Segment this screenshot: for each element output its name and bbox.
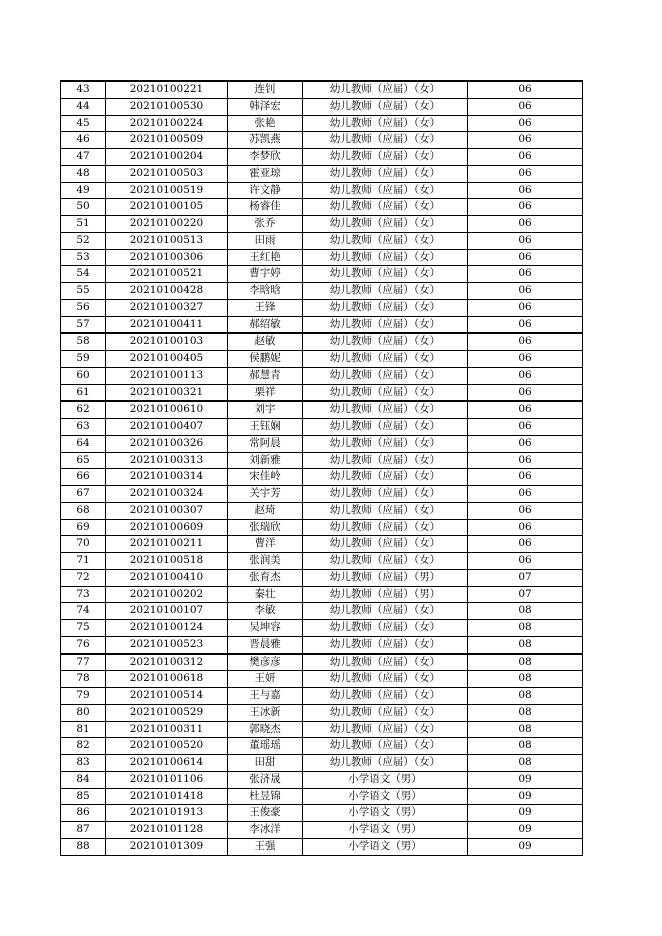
- exam-number-cell: 20210100314: [106, 469, 228, 486]
- position-cell: 幼儿教师（应届）（女）: [303, 266, 468, 283]
- exam-number-cell: 20210100609: [106, 519, 228, 536]
- row-number-cell: 49: [61, 182, 106, 199]
- name-cell: 曹宇婷: [228, 266, 303, 283]
- row-number-cell: 80: [61, 704, 106, 721]
- exam-number-cell: 20210100614: [106, 755, 228, 772]
- position-cell: 幼儿教师（应届）（女）: [303, 249, 468, 266]
- exam-number-cell: 20210100618: [106, 671, 228, 688]
- exam-number-cell: 20210100204: [106, 149, 228, 166]
- row-number-cell: 65: [61, 452, 106, 469]
- row-number-cell: 47: [61, 149, 106, 166]
- row-number-cell: 71: [61, 553, 106, 570]
- row-number-cell: 57: [61, 316, 106, 333]
- position-cell: 小学语文（男）: [303, 822, 468, 839]
- row-number-cell: 88: [61, 838, 106, 855]
- name-cell: 苏凯燕: [228, 132, 303, 149]
- name-cell: 常阿晨: [228, 435, 303, 452]
- row-number-cell: 61: [61, 384, 106, 401]
- position-cell: 幼儿教师（应届）（女）: [303, 115, 468, 132]
- exam-number-cell: 20210100311: [106, 721, 228, 738]
- position-cell: 小学语文（男）: [303, 788, 468, 805]
- table-row: [61, 333, 583, 350]
- position-code-cell: 08: [468, 636, 583, 653]
- table-row: [61, 788, 583, 805]
- position-code-cell: 08: [468, 755, 583, 772]
- table-row: [61, 486, 583, 503]
- table-row: [61, 822, 583, 839]
- position-code-cell: 06: [468, 115, 583, 132]
- row-number-cell: 73: [61, 586, 106, 603]
- table-row: [61, 316, 583, 333]
- name-cell: 曹洋: [228, 536, 303, 553]
- table-row: [61, 704, 583, 721]
- exam-number-cell: 20210100519: [106, 182, 228, 199]
- position-cell: 幼儿教师（应届）（女）: [303, 688, 468, 705]
- position-cell: 幼儿教师（应届）（女）: [303, 738, 468, 755]
- table-row: [61, 283, 583, 300]
- exam-number-cell: 20210100211: [106, 536, 228, 553]
- position-code-cell: 09: [468, 838, 583, 855]
- exam-number-cell: 20210100520: [106, 738, 228, 755]
- exam-number-cell: 20210100220: [106, 216, 228, 233]
- position-code-cell: 06: [468, 553, 583, 570]
- position-cell: 幼儿教师（应届）（男）: [303, 586, 468, 603]
- row-number-cell: 64: [61, 435, 106, 452]
- name-cell: 张济晟: [228, 771, 303, 788]
- name-cell: 王俊豪: [228, 805, 303, 822]
- position-code-cell: 06: [468, 469, 583, 486]
- exam-number-cell: 20210100313: [106, 452, 228, 469]
- name-cell: 秦壮: [228, 586, 303, 603]
- row-number-cell: 85: [61, 788, 106, 805]
- name-cell: 郝绍敏: [228, 316, 303, 333]
- name-cell: 李敏: [228, 603, 303, 620]
- exam-number-cell: 20210100321: [106, 384, 228, 401]
- name-cell: 张育杰: [228, 569, 303, 586]
- row-number-cell: 48: [61, 165, 106, 182]
- position-cell: 幼儿教师（应届）（女）: [303, 553, 468, 570]
- position-code-cell: 06: [468, 199, 583, 216]
- row-number-cell: 81: [61, 721, 106, 738]
- row-number-cell: 66: [61, 469, 106, 486]
- table-row: [61, 469, 583, 486]
- table-row: [61, 721, 583, 738]
- table-row: [61, 149, 583, 166]
- position-code-cell: 06: [468, 486, 583, 503]
- position-code-cell: 09: [468, 788, 583, 805]
- position-code-cell: 06: [468, 81, 583, 98]
- position-cell: 幼儿教师（应届）（女）: [303, 299, 468, 316]
- position-cell: 幼儿教师（应届）（女）: [303, 469, 468, 486]
- table-row: [61, 452, 583, 469]
- row-number-cell: 54: [61, 266, 106, 283]
- name-cell: 张艳: [228, 115, 303, 132]
- row-number-cell: 62: [61, 401, 106, 418]
- table-row: [61, 519, 583, 536]
- exam-number-cell: 20210100523: [106, 636, 228, 653]
- position-cell: 幼儿教师（应届）（女）: [303, 704, 468, 721]
- exam-number-cell: 20210100103: [106, 333, 228, 350]
- position-code-cell: 09: [468, 822, 583, 839]
- table-row: [61, 654, 583, 671]
- position-code-cell: 06: [468, 149, 583, 166]
- exam-number-cell: 20210100428: [106, 283, 228, 300]
- position-cell: 幼儿教师（应届）（女）: [303, 182, 468, 199]
- exam-number-cell: 20210100411: [106, 316, 228, 333]
- position-code-cell: 06: [468, 435, 583, 452]
- position-cell: 幼儿教师（应届）（女）: [303, 384, 468, 401]
- name-cell: 李梦欣: [228, 149, 303, 166]
- name-cell: 许文静: [228, 182, 303, 199]
- exam-number-cell: 20210100405: [106, 351, 228, 368]
- position-cell: 幼儿教师（应届）（女）: [303, 132, 468, 149]
- name-cell: 郭晓杰: [228, 721, 303, 738]
- position-cell: 小学语文（男）: [303, 805, 468, 822]
- position-cell: 幼儿教师（应届）（女）: [303, 721, 468, 738]
- table-row: [61, 586, 583, 603]
- row-number-cell: 82: [61, 738, 106, 755]
- position-code-cell: 06: [468, 452, 583, 469]
- table-row: [61, 771, 583, 788]
- position-cell: 幼儿教师（应届）（女）: [303, 81, 468, 98]
- exam-number-cell: 20210101309: [106, 838, 228, 855]
- row-number-cell: 77: [61, 654, 106, 671]
- row-number-cell: 46: [61, 132, 106, 149]
- name-cell: 王锋: [228, 299, 303, 316]
- exam-number-cell: 20210100326: [106, 435, 228, 452]
- name-cell: 王冰新: [228, 704, 303, 721]
- name-cell: 张瑞欣: [228, 519, 303, 536]
- position-code-cell: 06: [468, 536, 583, 553]
- position-cell: 幼儿教师（应届）（女）: [303, 199, 468, 216]
- candidate-table: [60, 80, 583, 856]
- exam-number-cell: 20210101106: [106, 771, 228, 788]
- name-cell: 王红艳: [228, 249, 303, 266]
- name-cell: 连钊: [228, 81, 303, 98]
- position-code-cell: 06: [468, 351, 583, 368]
- position-cell: 幼儿教师（应届）（女）: [303, 502, 468, 519]
- table-row: [61, 115, 583, 132]
- position-code-cell: 06: [468, 283, 583, 300]
- name-cell: 赵琦: [228, 502, 303, 519]
- row-number-cell: 60: [61, 367, 106, 384]
- position-cell: 幼儿教师（应届）（女）: [303, 98, 468, 115]
- table-row: [61, 569, 583, 586]
- position-code-cell: 08: [468, 721, 583, 738]
- position-cell: 幼儿教师（应届）（女）: [303, 755, 468, 772]
- table-row: [61, 266, 583, 283]
- row-number-cell: 55: [61, 283, 106, 300]
- name-cell: 王强: [228, 838, 303, 855]
- name-cell: 韩泽宏: [228, 98, 303, 115]
- position-cell: 幼儿教师（应届）（女）: [303, 620, 468, 637]
- row-number-cell: 86: [61, 805, 106, 822]
- position-code-cell: 08: [468, 671, 583, 688]
- exam-number-cell: 20210100306: [106, 249, 228, 266]
- exam-number-cell: 20210100530: [106, 98, 228, 115]
- name-cell: 霍亚琼: [228, 165, 303, 182]
- exam-number-cell: 20210100105: [106, 199, 228, 216]
- name-cell: 侯鹏妮: [228, 351, 303, 368]
- table-row: [61, 553, 583, 570]
- name-cell: 李晗晗: [228, 283, 303, 300]
- table-row: [61, 132, 583, 149]
- position-code-cell: 06: [468, 182, 583, 199]
- position-cell: 幼儿教师（应届）（女）: [303, 536, 468, 553]
- position-cell: 小学语文（男）: [303, 771, 468, 788]
- exam-number-cell: 20210100529: [106, 704, 228, 721]
- position-code-cell: 06: [468, 502, 583, 519]
- name-cell: 宋佳岭: [228, 469, 303, 486]
- position-code-cell: 08: [468, 704, 583, 721]
- row-number-cell: 69: [61, 519, 106, 536]
- table-row: [61, 636, 583, 653]
- row-number-cell: 74: [61, 603, 106, 620]
- position-code-cell: 06: [468, 249, 583, 266]
- exam-number-cell: 20210100312: [106, 654, 228, 671]
- row-number-cell: 78: [61, 671, 106, 688]
- position-code-cell: 06: [468, 299, 583, 316]
- position-cell: 幼儿教师（应届）（女）: [303, 671, 468, 688]
- position-cell: 幼儿教师（应届）（女）: [303, 401, 468, 418]
- table-row: [61, 502, 583, 519]
- table-row: [61, 98, 583, 115]
- name-cell: 刘新雅: [228, 452, 303, 469]
- name-cell: 张润美: [228, 553, 303, 570]
- exam-number-cell: 20210100518: [106, 553, 228, 570]
- row-number-cell: 44: [61, 98, 106, 115]
- name-cell: 董瑶瑶: [228, 738, 303, 755]
- name-cell: 王钰娴: [228, 419, 303, 436]
- row-number-cell: 76: [61, 636, 106, 653]
- row-number-cell: 51: [61, 216, 106, 233]
- position-cell: 小学语文（男）: [303, 838, 468, 855]
- position-code-cell: 09: [468, 805, 583, 822]
- name-cell: 王妍: [228, 671, 303, 688]
- position-cell: 幼儿教师（应届）（女）: [303, 636, 468, 653]
- row-number-cell: 45: [61, 115, 106, 132]
- position-code-cell: 07: [468, 569, 583, 586]
- position-code-cell: 06: [468, 367, 583, 384]
- exam-number-cell: 20210100610: [106, 401, 228, 418]
- table-row: [61, 216, 583, 233]
- exam-number-cell: 20210100509: [106, 132, 228, 149]
- position-cell: 幼儿教师（应届）（女）: [303, 232, 468, 249]
- name-cell: 杜昱锦: [228, 788, 303, 805]
- candidate-table-body: [61, 81, 583, 855]
- table-row: [61, 367, 583, 384]
- position-code-cell: 06: [468, 519, 583, 536]
- position-code-cell: 06: [468, 132, 583, 149]
- row-number-cell: 70: [61, 536, 106, 553]
- table-row: [61, 384, 583, 401]
- row-number-cell: 79: [61, 688, 106, 705]
- name-cell: 郝慧青: [228, 367, 303, 384]
- name-cell: 张乔: [228, 216, 303, 233]
- exam-number-cell: 20210100202: [106, 586, 228, 603]
- table-row: [61, 603, 583, 620]
- row-number-cell: 52: [61, 232, 106, 249]
- table-row: [61, 299, 583, 316]
- position-code-cell: 06: [468, 232, 583, 249]
- exam-number-cell: 20210100327: [106, 299, 228, 316]
- row-number-cell: 68: [61, 502, 106, 519]
- table-row: [61, 738, 583, 755]
- name-cell: 晋晨雅: [228, 636, 303, 653]
- exam-number-cell: 20210100324: [106, 486, 228, 503]
- position-cell: 幼儿教师（应届）（女）: [303, 519, 468, 536]
- exam-number-cell: 20210101128: [106, 822, 228, 839]
- name-cell: 吴坤容: [228, 620, 303, 637]
- exam-number-cell: 20210100407: [106, 419, 228, 436]
- table-row: [61, 401, 583, 418]
- exam-number-cell: 20210100513: [106, 232, 228, 249]
- position-code-cell: 06: [468, 165, 583, 182]
- name-cell: 赵敏: [228, 333, 303, 350]
- exam-number-cell: 20210100224: [106, 115, 228, 132]
- position-code-cell: 09: [468, 771, 583, 788]
- table-row: [61, 81, 583, 98]
- name-cell: 关宇芳: [228, 486, 303, 503]
- name-cell: 樊彦彦: [228, 654, 303, 671]
- table-row: [61, 688, 583, 705]
- row-number-cell: 50: [61, 199, 106, 216]
- row-number-cell: 87: [61, 822, 106, 839]
- position-code-cell: 06: [468, 419, 583, 436]
- position-cell: 幼儿教师（应届）（女）: [303, 452, 468, 469]
- name-cell: 李冰洋: [228, 822, 303, 839]
- table-row: [61, 419, 583, 436]
- exam-number-cell: 20210100521: [106, 266, 228, 283]
- row-number-cell: 56: [61, 299, 106, 316]
- position-code-cell: 06: [468, 216, 583, 233]
- table-row: [61, 620, 583, 637]
- position-code-cell: 07: [468, 586, 583, 603]
- position-code-cell: 08: [468, 620, 583, 637]
- name-cell: 王与嘉: [228, 688, 303, 705]
- position-code-cell: 08: [468, 603, 583, 620]
- table-row: [61, 232, 583, 249]
- exam-number-cell: 20210100113: [106, 367, 228, 384]
- position-code-cell: 06: [468, 316, 583, 333]
- table-row: [61, 351, 583, 368]
- position-cell: 幼儿教师（应届）（女）: [303, 654, 468, 671]
- position-code-cell: 08: [468, 738, 583, 755]
- table-row: [61, 435, 583, 452]
- table-row: [61, 755, 583, 772]
- position-cell: 幼儿教师（应届）（女）: [303, 149, 468, 166]
- row-number-cell: 59: [61, 351, 106, 368]
- table-row: [61, 199, 583, 216]
- exam-number-cell: 20210100503: [106, 165, 228, 182]
- name-cell: 刘宇: [228, 401, 303, 418]
- position-cell: 幼儿教师（应届）（女）: [303, 367, 468, 384]
- row-number-cell: 83: [61, 755, 106, 772]
- exam-number-cell: 20210100307: [106, 502, 228, 519]
- position-code-cell: 08: [468, 654, 583, 671]
- position-cell: 幼儿教师（应届）（男）: [303, 569, 468, 586]
- position-cell: 幼儿教师（应届）（女）: [303, 603, 468, 620]
- position-code-cell: 06: [468, 333, 583, 350]
- row-number-cell: 75: [61, 620, 106, 637]
- exam-number-cell: 20210100221: [106, 81, 228, 98]
- row-number-cell: 43: [61, 81, 106, 98]
- exam-number-cell: 20210100107: [106, 603, 228, 620]
- row-number-cell: 67: [61, 486, 106, 503]
- position-cell: 幼儿教师（应届）（女）: [303, 216, 468, 233]
- position-cell: 幼儿教师（应届）（女）: [303, 419, 468, 436]
- position-cell: 幼儿教师（应届）（女）: [303, 333, 468, 350]
- position-cell: 幼儿教师（应届）（女）: [303, 165, 468, 182]
- exam-number-cell: 20210101418: [106, 788, 228, 805]
- position-code-cell: 08: [468, 688, 583, 705]
- name-cell: 田雨: [228, 232, 303, 249]
- row-number-cell: 58: [61, 333, 106, 350]
- position-cell: 幼儿教师（应届）（女）: [303, 435, 468, 452]
- position-code-cell: 06: [468, 401, 583, 418]
- position-code-cell: 06: [468, 98, 583, 115]
- row-number-cell: 53: [61, 249, 106, 266]
- name-cell: 栗祥: [228, 384, 303, 401]
- position-code-cell: 06: [468, 266, 583, 283]
- exam-number-cell: 20210100514: [106, 688, 228, 705]
- name-cell: 田甜: [228, 755, 303, 772]
- position-cell: 幼儿教师（应届）（女）: [303, 351, 468, 368]
- position-code-cell: 06: [468, 384, 583, 401]
- position-cell: 幼儿教师（应届）（女）: [303, 316, 468, 333]
- name-cell: 杨睿佳: [228, 199, 303, 216]
- exam-number-cell: 20210100124: [106, 620, 228, 637]
- table-row: [61, 838, 583, 855]
- table-row: [61, 249, 583, 266]
- exam-number-cell: 20210100410: [106, 569, 228, 586]
- table-row: [61, 182, 583, 199]
- row-number-cell: 84: [61, 771, 106, 788]
- row-number-cell: 72: [61, 569, 106, 586]
- table-row: [61, 536, 583, 553]
- table-row: [61, 165, 583, 182]
- table-row: [61, 671, 583, 688]
- exam-number-cell: 20210101913: [106, 805, 228, 822]
- table-row: [61, 805, 583, 822]
- position-cell: 幼儿教师（应届）（女）: [303, 486, 468, 503]
- position-cell: 幼儿教师（应届）（女）: [303, 283, 468, 300]
- row-number-cell: 63: [61, 419, 106, 436]
